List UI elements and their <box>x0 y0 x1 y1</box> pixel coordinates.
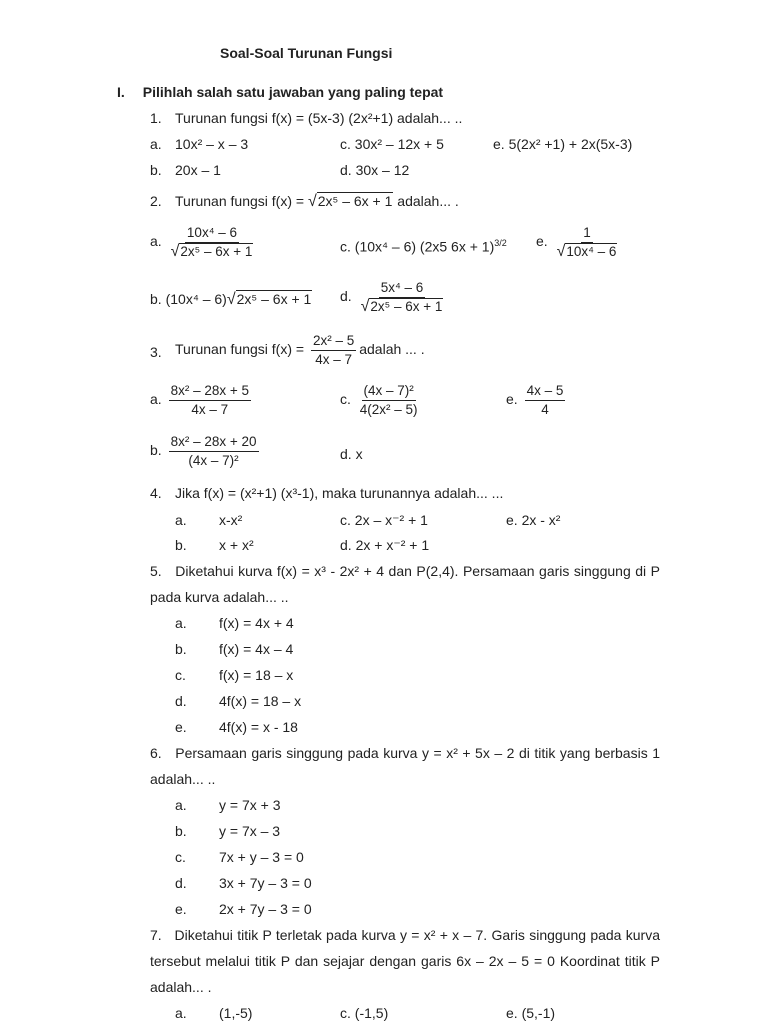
sqrt: √2x⁵ – 6x + 1 <box>307 193 393 210</box>
denominator: (4x – 7)² <box>188 453 239 468</box>
q2-number: 2. <box>150 193 162 209</box>
q1-d <box>340 161 409 179</box>
q6-text: Persamaan garis singgung pada kurva y = x² + 5x – 2 di titik yang berbasis 1 adalah... .. <box>150 745 660 788</box>
q7-number: 7. <box>150 927 162 943</box>
q3-d-text: x <box>355 446 363 462</box>
numerator: 8x² – 28x + 5 <box>169 383 251 401</box>
q2-c-text: (10x⁴ – 6) (2x5 6x + 1) <box>354 238 495 255</box>
section-number: I. <box>117 84 125 100</box>
q2-a-label: a. <box>150 233 162 250</box>
fraction: $\frac{\text{5x⁴ – 6}}{\text{√2x⁵ – 6x + 1}}$ <box>360 280 443 315</box>
exponent: 3/2 <box>494 238 507 248</box>
q5-text: Diketahui kurva f(x) = x³ - 2x² + 4 dan P(2,4). Persamaan garis singgung di P pada kurva adalah... .. <box>150 563 660 606</box>
q6-number: 6. <box>150 745 162 761</box>
denominator: 4 <box>541 402 549 417</box>
q5-option-text: 4f(x) = 18 – x <box>219 693 302 709</box>
q1-number: 1. <box>150 110 162 126</box>
q7-a-label: a. <box>175 1005 187 1021</box>
q3-d <box>340 445 363 463</box>
document-title: Soal-Soal Turunan Fungsi <box>220 45 393 61</box>
q6-option-text: 7x + y – 3 = 0 <box>219 849 304 865</box>
q2-b: b. (10x⁴ – 6)√2x⁵ – 6x + 1 <box>150 291 312 308</box>
numerator: 4x – 5 <box>525 383 566 401</box>
q1-e-text: 5(2x² +1) + 2x(5x-3) <box>508 136 633 152</box>
q3-a <box>150 383 254 418</box>
q5-option-label: d. <box>175 693 187 709</box>
q1-a-text: 10x² – x – 3 <box>175 136 249 152</box>
q2-c-label: c. <box>340 238 351 255</box>
q5-option-label: b. <box>175 641 187 657</box>
q1-d-text: 30x – 12 <box>355 162 410 178</box>
q5-option-label: c. <box>175 667 186 683</box>
q6-option-text: y = 7x + 3 <box>219 797 281 813</box>
q6-option-text: y = 7x – 3 <box>219 823 281 839</box>
q4-text: Jika f(x) = (x²+1) (x³-1), maka turunannya adalah... ... <box>175 485 504 501</box>
fraction: $\frac{\text{10x⁴ – 6}}{\text{√2x⁵ – 6x + 1}}$ <box>170 225 253 260</box>
q2-d <box>340 280 448 315</box>
q4-b-label: b. <box>175 537 187 553</box>
radicand: 2x⁵ – 6x + 1 <box>317 193 393 209</box>
q5-option-label: e. <box>175 719 187 735</box>
q5-option-text: f(x) = 18 – x <box>219 667 294 683</box>
q2-pre: Turunan fungsi f(x) = <box>175 193 305 209</box>
q3-d-label: d. <box>340 446 352 462</box>
q3-number: 3. <box>150 344 162 360</box>
q3-a-label: a. <box>150 391 162 408</box>
q5-option-text: f(x) = 4x + 4 <box>219 615 294 631</box>
denominator: 4(2x² – 5) <box>359 402 418 417</box>
numerator: 8x² – 28x + 20 <box>169 434 259 452</box>
q6-option-label: d. <box>175 875 187 891</box>
numerator: 10x⁴ – 6 <box>185 225 239 243</box>
q6-option-label: c. <box>175 849 186 865</box>
q2-a <box>150 225 258 260</box>
q1-c-label: c. <box>340 136 351 152</box>
q7-c-text: (-1,5) <box>354 1005 389 1021</box>
q7-e-label: e. <box>506 1005 518 1021</box>
q2-e-label: e. <box>536 233 548 250</box>
q1-e <box>493 135 632 153</box>
q3-post: adalah ... . <box>359 341 425 358</box>
q1-e-label: e. <box>493 136 505 152</box>
q7-question <box>150 922 660 1001</box>
q1-b-label: b. <box>150 162 162 178</box>
denominator: 4x – 7 <box>315 352 352 367</box>
q4-b-text: x + x² <box>219 537 254 553</box>
q7-a-text: (1,-5) <box>219 1005 253 1021</box>
q3-pre: Turunan fungsi f(x) = <box>175 341 305 358</box>
q4-number: 4. <box>150 485 162 501</box>
section-heading <box>117 83 443 101</box>
q6-option-text: 2x + 7y – 3 = 0 <box>219 901 312 917</box>
q1-d-label: d. <box>340 162 352 178</box>
q4-a-text: x-x² <box>219 512 243 528</box>
q4-e <box>506 511 560 529</box>
q4-e-text: 2x - x² <box>521 512 561 528</box>
numerator: 1 <box>581 225 593 243</box>
q4-c-text: 2x – x⁻² + 1 <box>354 512 428 528</box>
q1-a-label: a. <box>150 136 162 152</box>
q6-question <box>150 740 660 792</box>
q2-e <box>536 225 622 260</box>
denominator: 4x – 7 <box>191 402 229 417</box>
q6-option-label: e. <box>175 901 187 917</box>
q2-post: adalah... . <box>397 193 459 209</box>
q1-c <box>340 135 444 153</box>
radicand: 10x⁴ – 6 <box>566 244 617 259</box>
q6-option-label: a. <box>175 797 187 813</box>
numerator: (4x – 7)² <box>362 383 416 401</box>
q4-d-label: d. <box>340 537 352 553</box>
q3-c <box>340 383 423 418</box>
q3-b-label: b. <box>150 442 162 459</box>
q4-d <box>340 536 429 554</box>
numerator: 5x⁴ – 6 <box>379 280 426 298</box>
q7-text: Diketahui titik P terletak pada kurva y = x² + x – 7. Garis singgung pada kurva tersebut melalui titik P dan sejajar dengan garis 6x – 2x – 5 = 0 Koordinat titik P adalah... . <box>150 927 660 996</box>
q6-option-label: b. <box>175 823 187 839</box>
q2-text <box>175 192 459 211</box>
q6-option-text: 3x + 7y – 3 = 0 <box>219 875 312 891</box>
q4-d-text: 2x + x⁻² + 1 <box>355 537 430 553</box>
q5-question <box>150 558 660 610</box>
q7-e <box>506 1004 555 1022</box>
q4-a-label: a. <box>175 512 187 528</box>
q1-c-text: 30x² – 12x + 5 <box>354 136 444 152</box>
q3-c-label: c. <box>340 391 351 408</box>
q1-text: Turunan fungsi f(x) = (5x-3) (2x²+1) adalah... .. <box>175 110 463 126</box>
q1-b-text: 20x – 1 <box>175 162 221 178</box>
fraction: $\frac{1}{\text{√10x⁴ – 6}}$ <box>556 225 617 260</box>
q7-c-label: c. <box>340 1005 351 1021</box>
radicand: 2x⁵ – 6x + 1 <box>236 291 312 307</box>
q5-number: 5. <box>150 563 162 579</box>
q4-e-label: e. <box>506 512 518 528</box>
q3-b <box>150 434 262 469</box>
q2-d-label: d. <box>340 288 352 305</box>
q5-option-text: f(x) = 4x – 4 <box>219 641 294 657</box>
q4-c <box>340 511 428 529</box>
radicand: 2x⁵ – 6x + 1 <box>370 299 443 314</box>
q2-c <box>340 234 507 256</box>
q5-option-text: 4f(x) = x - 18 <box>219 719 298 735</box>
q7-c <box>340 1004 388 1022</box>
numerator: 2x² – 5 <box>311 333 356 351</box>
q3-e <box>506 383 568 418</box>
q3-text <box>175 333 425 368</box>
q4-c-label: c. <box>340 512 351 528</box>
q2-b-label: b. <box>150 291 162 307</box>
q5-option-label: a. <box>175 615 187 631</box>
q2-b-pre: (10x⁴ – 6) <box>165 291 227 307</box>
radicand: 2x⁵ – 6x + 1 <box>180 244 253 259</box>
section-heading-text: Pilihlah salah satu jawaban yang paling tepat <box>142 84 444 100</box>
q7-e-text: (5,-1) <box>521 1005 556 1021</box>
q3-e-label: e. <box>506 391 518 408</box>
